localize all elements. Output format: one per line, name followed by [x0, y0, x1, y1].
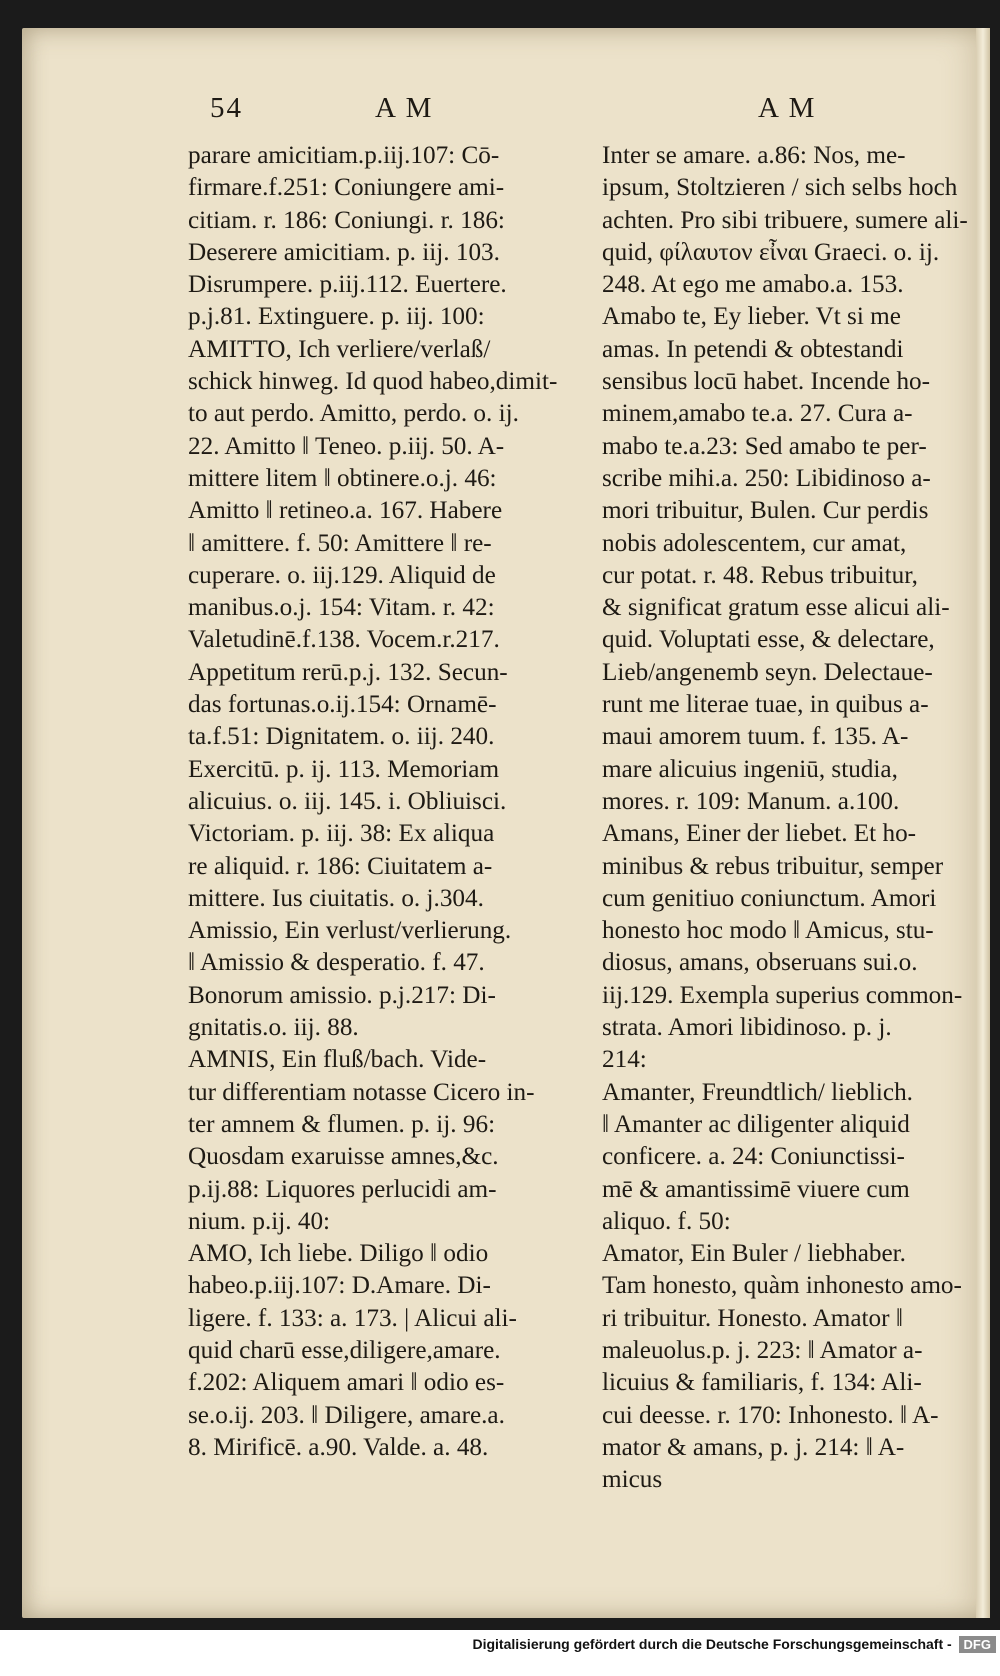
text-line: ‖ Amanter ac diligenter aliquid — [602, 1110, 910, 1138]
text-line: licuius & familiaris, f. 134: Ali- — [602, 1369, 922, 1397]
text-line: ligere. f. 133: a. 173. | Alicui ali- — [188, 1304, 517, 1332]
footer-text: Digitalisierung gefördert durch die Deutsche Forschungsgemeinschaft - — [472, 1636, 952, 1652]
text-line: parare amicitiam.p.iij.107: Cō- — [188, 142, 500, 169]
text-line: se.o.ij. 203. ‖ Diligere, amare.a. — [188, 1401, 505, 1429]
text-line: mores. r. 109: Manum. a.100. — [602, 787, 900, 815]
text-line: Valetudinē.f.138. Vocem.r.217. — [188, 626, 500, 654]
text-line: mabo te.a.23: Sed amabo te per- — [602, 432, 927, 460]
text-line: diosus, amans, obseruans sui.o. — [602, 949, 918, 977]
text-line: Amanter, Freundtlich/ lieblich. — [602, 1078, 913, 1106]
text-line: cuperare. o. iij.129. Aliquid de — [188, 561, 496, 589]
text-line: AMNIS, Ein fluß/bach. Vide- — [188, 1046, 487, 1074]
text-line: iij.129. Exempla superius common- — [602, 981, 963, 1009]
text-line: ter amnem & flumen. p. ij. 96: — [188, 1110, 496, 1138]
text-line: Deserere amicitiam. p. iij. 103. — [188, 238, 500, 266]
text-line: quid charū esse,diligere,amare. — [188, 1336, 501, 1364]
text-line: alicuius. o. iij. 145. i. Obliuisci. — [188, 787, 507, 815]
dfg-logo: DFG — [959, 1636, 996, 1653]
running-head-left: A M — [375, 92, 434, 124]
text-line: 214: — [602, 1046, 647, 1074]
text-line: Tam honesto, quàm inhonesto amo- — [602, 1272, 962, 1300]
text-line: Lieb/angenemb seyn. Delectaue- — [602, 658, 933, 686]
text-line: minem,amabo te.a. 27. Cura a- — [602, 400, 913, 428]
text-line: habeo.p.iij.107: D.Amare. Di- — [188, 1272, 491, 1300]
text-line: to aut perdo. Amitto, perdo. o. ij. — [188, 400, 519, 428]
text-line: Amabo te, Ey lieber. Vt si me — [602, 303, 901, 331]
text-line: 8. Mirificē. a.90. Valde. a. 48. — [188, 1433, 489, 1461]
text-line: micus — [602, 1466, 663, 1494]
text-line: Exercitū. p. ij. 113. Memoriam — [188, 755, 500, 783]
text-line: Victoriam. p. iij. 38: Ex aliqua — [188, 820, 495, 848]
text-line: Amissio, Ein verlust/verlierung. — [188, 917, 512, 945]
text-line: citiam. r. 186: Coniungi. r. 186: — [188, 206, 505, 234]
text-line: mittere. Ius ciuitatis. o. j.304. — [188, 884, 484, 912]
text-line: ta.f.51: Dignitatem. o. iij. 240. — [188, 723, 495, 751]
text-line: nium. p.ij. 40: — [188, 1207, 331, 1235]
text-line: quid, φίλαυτον εἶναι Graeci. o. ij. — [602, 238, 940, 266]
text-line: nobis adolescentem, cur amat, — [602, 529, 907, 557]
text-line: Amitto ‖ retineo.a. 167. Habere — [188, 497, 503, 525]
text-line: mē & amantissimē viuere cum — [602, 1175, 910, 1203]
text-line: quid. Voluptati esse, & delectare, — [602, 626, 935, 654]
right-text-column — [602, 140, 987, 1496]
text-line: runt me literae tuae, in quibus a- — [602, 691, 929, 719]
text-line: Inter se amare. a.86: Nos, me- — [602, 142, 906, 169]
text-line: mittere litem ‖ obtinere.o.j. 46: — [188, 464, 497, 492]
text-line: maui amorem tuum. f. 135. A- — [602, 723, 909, 751]
text-line: Bonorum amissio. p.j.217: Di- — [188, 981, 496, 1009]
text-line: p.j.81. Extinguere. p. iij. 100: — [188, 303, 485, 331]
text-line: mator & amans, p. j. 214: ‖ A- — [602, 1433, 905, 1461]
page-number: 54 — [210, 92, 243, 124]
digitization-footer — [0, 1636, 996, 1653]
text-line: achten. Pro sibi tribuere, sumere ali- — [602, 206, 968, 234]
text-line: firmare.f.251: Coniungere ami- — [188, 174, 505, 202]
text-line: Appetitum rerū.p.j. 132. Secun- — [188, 658, 508, 686]
running-head-right: A M — [758, 92, 817, 124]
text-line: schick hinweg. Id quod habeo,dimit- — [188, 368, 558, 396]
text-line: 248. At ego me amabo.a. 153. — [602, 271, 904, 299]
text-line: mori tribuitur, Bulen. Cur perdis — [602, 497, 929, 525]
left-text-column — [188, 140, 588, 1464]
text-line: AMITTO, Ich verliere/verlaß/ — [188, 335, 491, 363]
text-line: das fortunas.o.ij.154: Ornamē- — [188, 691, 497, 719]
text-line: 22. Amitto ‖ Teneo. p.iij. 50. A- — [188, 432, 505, 460]
text-line: aliquo. f. 50: — [602, 1207, 731, 1235]
text-line: ‖ amittere. f. 50: Amittere ‖ re- — [188, 529, 492, 557]
text-line: mare alicuius ingeniū, studia, — [602, 755, 898, 783]
text-line: ipsum, Stoltzieren / sich selbs hoch — [602, 174, 958, 202]
text-line: Amator, Ein Buler / liebhaber. — [602, 1240, 906, 1268]
text-line: scribe mihi.a. 250: Libidinoso a- — [602, 464, 931, 492]
text-line: gnitatis.o. iij. 88. — [188, 1014, 359, 1042]
text-line: strata. Amori libidinoso. p. j. — [602, 1014, 892, 1042]
text-line: Disrumpere. p.iij.112. Euertere. — [188, 271, 507, 299]
text-line: cui deesse. r. 170: Inhonesto. ‖ A- — [602, 1401, 939, 1429]
text-line: p.ij.88: Liquores perlucidi am- — [188, 1175, 497, 1203]
text-line: tur differentiam notasse Cicero in- — [188, 1078, 535, 1106]
text-line: cur potat. r. 48. Rebus tribuitur, — [602, 561, 918, 589]
text-line: f.202: Aliquem amari ‖ odio es- — [188, 1369, 505, 1397]
text-line: ‖ Amissio & desperatio. f. 47. — [188, 949, 485, 977]
text-line: Amans, Einer der liebet. Et ho- — [602, 820, 917, 848]
text-line: re aliquid. r. 186: Ciuitatem a- — [188, 852, 493, 880]
text-line: Quosdam exaruisse amnes,&c. — [188, 1143, 499, 1171]
text-line: manibus.o.j. 154: Vitam. r. 42: — [188, 594, 495, 622]
text-line: & significat gratum esse alicui ali- — [602, 594, 950, 622]
text-line: ri tribuitur. Honesto. Amator ‖ — [602, 1304, 903, 1332]
text-line: sensibus locū habet. Incende ho- — [602, 368, 931, 396]
text-line: amas. In petendi & obtestandi — [602, 335, 904, 363]
text-line: cum genitiuo coniunctum. Amori — [602, 884, 937, 912]
text-line: conficere. a. 24: Coniunctissi- — [602, 1143, 905, 1171]
text-line: minibus & rebus tribuitur, semper — [602, 852, 944, 880]
text-line: honesto hoc modo ‖ Amicus, stu- — [602, 917, 934, 945]
text-line: maleuolus.p. j. 223: ‖ Amator a- — [602, 1336, 923, 1364]
text-line: AMO, Ich liebe. Diligo ‖ odio — [188, 1240, 489, 1268]
